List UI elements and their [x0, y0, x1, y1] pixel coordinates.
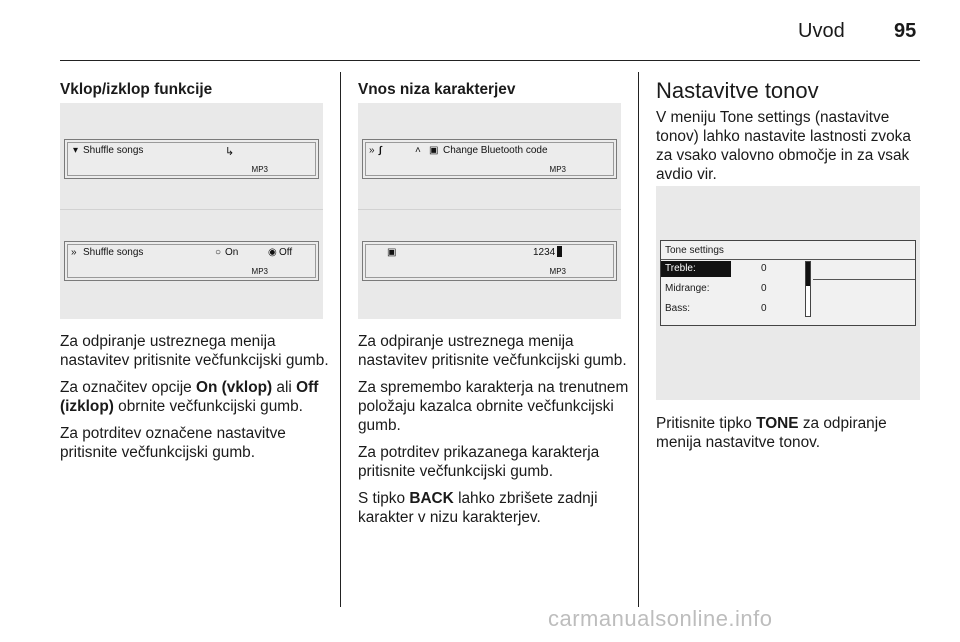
mp3-label: MP3	[251, 267, 268, 276]
double-chevron-icon: »	[369, 145, 375, 156]
code-entry-screen	[362, 241, 617, 281]
col3-intro-block	[656, 78, 924, 192]
col1-paragraph: Za označitev opcije On (vklop) ali Off (izklop) obrnite večfunkcijski gumb.	[60, 379, 319, 415]
watermark: carmanualsonline.info	[548, 606, 773, 631]
return-arrow-icon: ↳	[225, 146, 235, 158]
header-rule	[60, 60, 920, 61]
shuffle-label: Shuffle songs	[83, 145, 144, 156]
text-cursor-icon	[557, 246, 562, 257]
scrollbar	[805, 261, 811, 317]
shuffle-screen-1	[64, 139, 319, 179]
treble-label: Treble:	[665, 263, 696, 274]
code-value: 1234	[533, 247, 556, 258]
mp3-label: MP3	[251, 165, 268, 174]
column-divider	[638, 72, 639, 607]
shuffle-screen-2	[64, 241, 319, 281]
radio-selected-icon: ◉	[268, 247, 277, 258]
col1-subhead: Vklop/izklop funkcije	[60, 81, 213, 98]
tone-settings-title: Tone settings	[665, 245, 724, 256]
midrange-label: Midrange:	[665, 283, 710, 294]
midrange-value: 0	[761, 283, 767, 294]
bass-value: 0	[761, 303, 767, 314]
radio-unselected-icon: ○	[215, 247, 222, 258]
option-on-label: On	[225, 247, 239, 258]
section-title: Nastavitve tonov	[656, 78, 819, 103]
scrollbar-thumb	[806, 262, 810, 286]
col1-paragraph: Za odpiranje ustreznega menija nastavitev pritisnite večfunkcijski gumb.	[60, 333, 329, 369]
mp3-label: MP3	[549, 267, 566, 276]
col3-intro: V meniju Tone settings (nastavitve tonov) lahko nastavite lastnosti zvoka za vsako valovno območje in za vsak avdio vir.	[656, 109, 911, 183]
caret-up-icon: ˄	[415, 145, 421, 156]
bluetooth-icon: ∫	[379, 145, 382, 156]
option-off-label: Off	[279, 247, 293, 258]
column-divider	[340, 72, 341, 607]
col2-paragraph: S tipko BACK lahko zbrišete zadnji karakter v nizu karakterjev.	[358, 490, 598, 526]
mp3-label: MP3	[549, 165, 566, 174]
col1-paragraph: Za potrditev označene nastavitve pritisnite večfunkcijski gumb.	[60, 425, 286, 461]
col2-paragraph: Za potrditev prikazanega karakterja pritisnite večfunkcijski gumb.	[358, 444, 600, 480]
shuffle-label: Shuffle songs	[83, 247, 144, 258]
lock-icon: ▣	[429, 145, 439, 156]
col1-body	[60, 332, 332, 470]
tone-settings-figure	[656, 186, 920, 400]
bluetooth-code-label: Change Bluetooth code	[443, 145, 548, 156]
page-number: 95	[894, 20, 917, 42]
shuffle-screens-figure	[60, 103, 323, 319]
col2-paragraph: Za odpiranje ustreznega menija nastavitev pritisnite večfunkcijski gumb.	[358, 333, 627, 369]
col2-subhead: Vnos niza karakterjev	[358, 81, 516, 98]
character-entry-figure	[358, 103, 621, 319]
col2-paragraph: Za spremembo karakterja na trenutnem položaju kazalca obrnite večfunkcijski gumb.	[358, 379, 629, 434]
tone-settings-screen	[660, 240, 916, 326]
caret-down-icon: ▾	[73, 145, 79, 156]
col3-body	[656, 414, 924, 460]
col2-body	[358, 332, 630, 535]
col3-paragraph: Pritisnite tipko TONE za odpiranje menija nastavitve tonov.	[656, 415, 887, 451]
treble-value: 0	[761, 263, 767, 274]
bluetooth-code-screen	[362, 139, 617, 179]
lock-icon: ▣	[387, 247, 397, 258]
bass-label: Bass:	[665, 303, 691, 314]
double-chevron-icon: »	[71, 247, 77, 258]
page-header-title: Uvod	[798, 20, 845, 42]
